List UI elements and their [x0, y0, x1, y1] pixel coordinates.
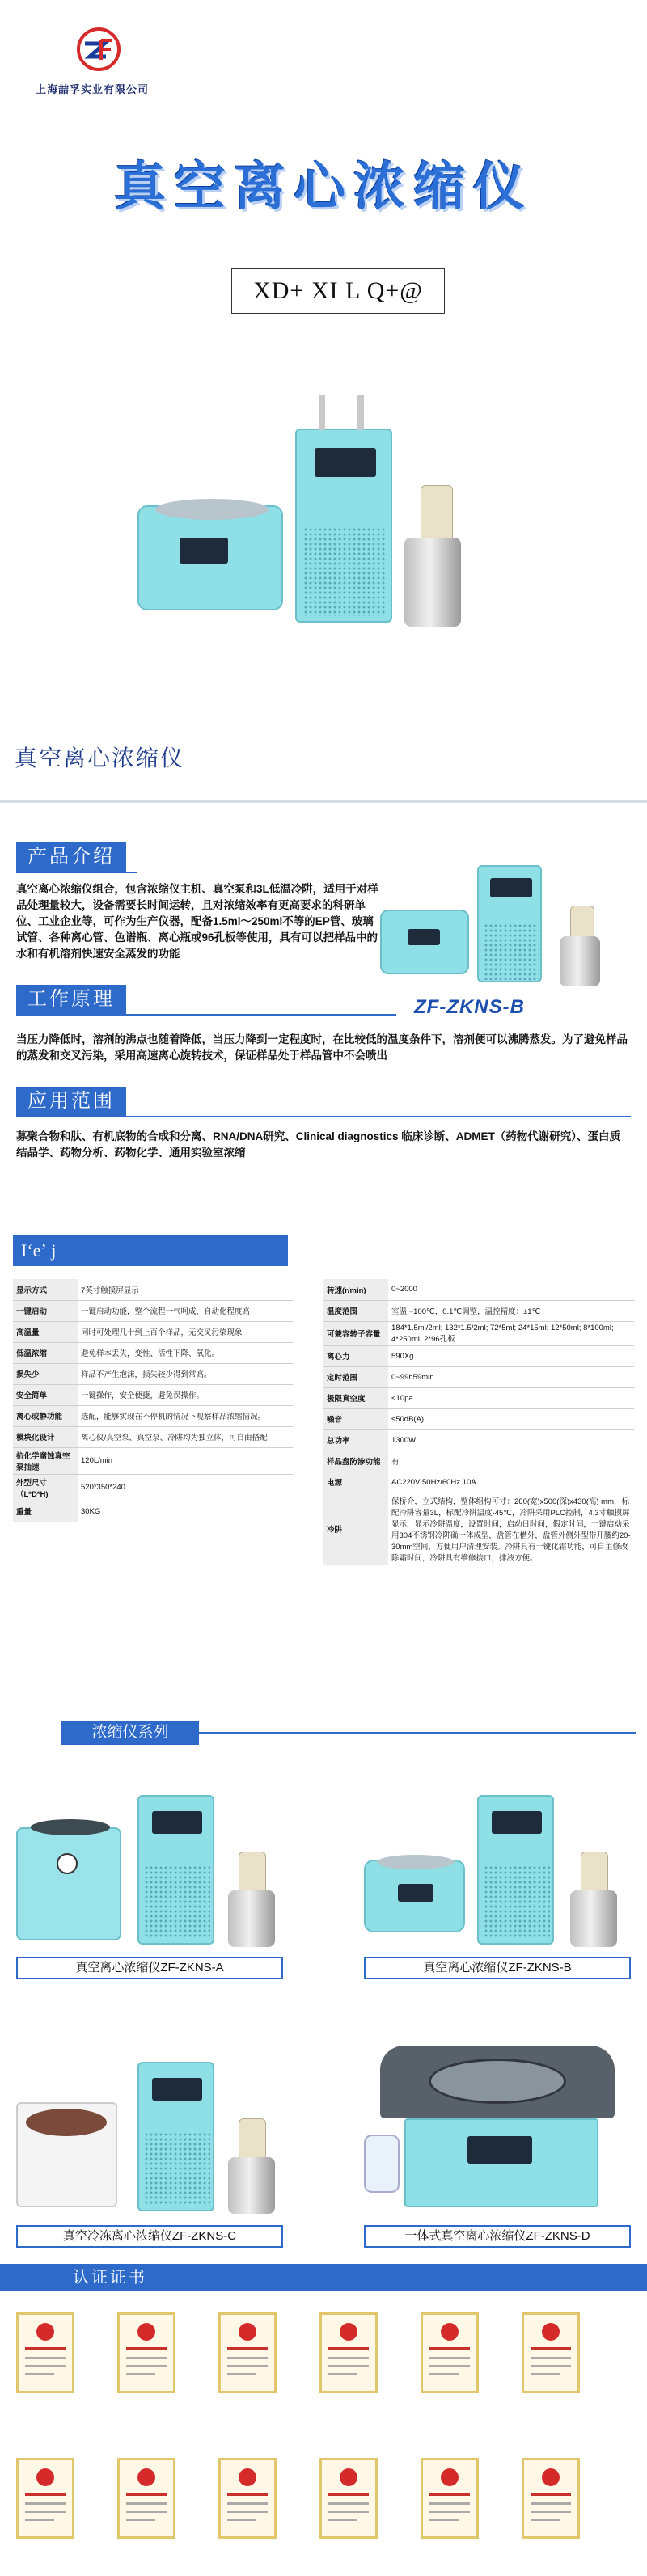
caption-series-a: 真空离心浓缩仪ZF-ZKNS-A: [16, 1957, 283, 1979]
param-value: 同时可处理几十到上百个样品，无交叉污染现象: [78, 1321, 293, 1342]
param-row: [324, 1366, 634, 1387]
param-key: 离心力: [324, 1345, 388, 1366]
param-row: [13, 1342, 293, 1363]
param-key: 外型尺寸（L*D*H): [13, 1474, 78, 1501]
param-row: [13, 1447, 293, 1474]
caption-series-d: 一体式真空离心浓缩仪ZF-ZKNS-D: [364, 2225, 631, 2248]
caption-series-c: 真空冷冻离心浓缩仪ZF-ZKNS-C: [16, 2225, 283, 2248]
certificate-image: [421, 2312, 479, 2393]
param-value: 520*350*240: [78, 1474, 293, 1501]
param-value: 避免样本丢失，变性、活性下降、氧化。: [78, 1342, 293, 1363]
param-key: 一键启动: [13, 1300, 78, 1321]
cold-trap-unit: [295, 429, 392, 623]
application-heading: 应用范围: [16, 1087, 126, 1116]
hero-product-image: [137, 372, 526, 639]
param-key: 离心或静功能: [13, 1405, 78, 1426]
params-table-right: [324, 1279, 634, 1565]
vacuum-pump: [404, 538, 461, 627]
param-key: 低温浓缩: [13, 1342, 78, 1363]
series-heading: 浓缩仪系列: [61, 1721, 199, 1745]
param-key: 高温量: [13, 1321, 78, 1342]
param-row: [324, 1321, 634, 1345]
model-label: ZF-ZKNS-B: [414, 996, 525, 1018]
param-row: [324, 1279, 634, 1300]
param-value: 1300W: [388, 1429, 634, 1451]
centrifuge-unit: [137, 505, 283, 610]
param-value: ≤50dB(A): [388, 1408, 634, 1429]
param-value: 120L/min: [78, 1447, 293, 1474]
param-key: 损失少: [13, 1363, 78, 1384]
param-row: [324, 1408, 634, 1429]
certificate-image: [522, 2458, 580, 2539]
param-row: [13, 1405, 293, 1426]
param-key: 重量: [13, 1501, 78, 1522]
param-value: 一键操作，安全便捷，避免误操作。: [78, 1384, 293, 1405]
param-value: 保桥介，立式结构，整体组构可寸：260(宽)x500(深)x430(高) mm，标配冷阱容量3L，标配冷阱温度-45℃，冷阱采用PLC控制，4.3寸触摸屏显示，显示冷阱温度，设置时间，启动日时间，假定时间，一键启动采用304不锈钢冷阱确一体成型，盘管在槽外，盘管外侧外型带开腰约20-30mm空间，方便用户清理安装。冷阱具有一键化霜功能，可自主修改除霜时间，冷阱具有维修接口，排液方便。: [388, 1493, 634, 1565]
param-key: 电源: [324, 1472, 388, 1493]
principle-heading: 工作原理: [16, 985, 126, 1014]
param-key: 噪音: [324, 1408, 388, 1429]
application-text: 募聚合物和肽、有机底物的合成和分离、RNA/DNA研究、Clinical diagnostics 临床诊断、ADMET（药物代谢研究）、蛋白质结晶学、药物分析、药物化学、通用实验室浓缩: [16, 1130, 621, 1159]
principle-text: 当压力降低时，溶剂的沸点也随着降低，当压力降到一定程度时，在比较低的温度条件下，溶剂便可以沸腾蒸发。为了避免样品的蒸发和交叉污染，采用高速离心旋转技术，保证样品处于样品管中不会喷出: [16, 1033, 628, 1062]
param-key: 安全简单: [13, 1384, 78, 1405]
certificate-image: [319, 2458, 378, 2539]
param-key: 可兼容转子容量: [324, 1321, 388, 1345]
param-value: 室温 ~100℃，0.1℃调整，温控精度：±1℃: [388, 1300, 634, 1321]
param-value: 0~99h59min: [388, 1366, 634, 1387]
param-value: 7英寸触摸屏显示: [78, 1279, 293, 1300]
certificate-image: [117, 2312, 175, 2393]
company-logo: [77, 27, 121, 71]
param-key: 总功率: [324, 1429, 388, 1451]
param-value: <10pa: [388, 1387, 634, 1408]
param-value: 一键启动功能，整个流程一气呵成，自动化程度高: [78, 1300, 293, 1321]
param-row: [13, 1321, 293, 1342]
pump-filter: [421, 485, 453, 542]
param-row: [324, 1429, 634, 1451]
param-value: 选配，能够实现在不停机的情况下观察样品浓缩情况。: [78, 1405, 293, 1426]
section-title: 真空离心浓缩仪: [15, 745, 185, 771]
params-heading: Iʻeʼ j: [13, 1235, 288, 1266]
param-key: 转速(r/min): [324, 1279, 388, 1300]
hero-subtitle: XD+ XI L Q+@: [231, 268, 445, 314]
param-row: [324, 1387, 634, 1408]
param-value: 离心仪/真空泵、真空泵、冷阱均为独立体，可自由搭配: [78, 1426, 293, 1447]
param-row: [324, 1300, 634, 1321]
intro-heading: 产品介绍: [16, 842, 126, 872]
certificate-image: [319, 2312, 378, 2393]
param-key: 模块化设计: [13, 1426, 78, 1447]
param-key: 样品盘防渗功能: [324, 1451, 388, 1472]
param-row: [13, 1279, 293, 1300]
intro-text: 真空离心浓缩仪组合，包含浓缩仪主机、真空泵和3L低温冷阱，适用于对样品处理量较大，设备需要长时间运转，且对浓缩效率有更高要求的科研单位、工业企业等，可作为生产仪器，配备1.5ml～250ml不等的EP管、玻璃试管、各种离心管、色谱瓶、离心瓶或96孔板等使用，具有可以把样品中的水和有机溶剂快速安全蒸发的功能: [16, 883, 378, 960]
divider: [0, 800, 647, 803]
param-row: [13, 1474, 293, 1501]
param-row: [13, 1300, 293, 1321]
params-table-left: [13, 1279, 293, 1522]
param-row: [13, 1363, 293, 1384]
param-value: 0~2000: [388, 1279, 634, 1300]
hero-title: 真空离心浓缩仪: [114, 158, 533, 217]
caption-series-b: 真空离心浓缩仪ZF-ZKNS-B: [364, 1957, 631, 1979]
param-key: 显示方式: [13, 1279, 78, 1300]
certificate-image: [117, 2458, 175, 2539]
param-value: 有: [388, 1451, 634, 1472]
param-row: [13, 1501, 293, 1522]
param-row: [324, 1345, 634, 1366]
param-key: 极限真空度: [324, 1387, 388, 1408]
certificate-image: [218, 2312, 277, 2393]
series-d-image: [364, 2038, 631, 2215]
param-value: 590Xg: [388, 1345, 634, 1366]
param-row: [324, 1472, 634, 1493]
company-name: 上海喆孚实业有限公司: [36, 83, 150, 95]
series-a-image: [16, 1771, 283, 1949]
param-value: 30KG: [78, 1501, 293, 1522]
param-key: 定时范围: [324, 1366, 388, 1387]
certificate-image: [16, 2312, 74, 2393]
param-row: [13, 1426, 293, 1447]
param-row: [324, 1493, 634, 1565]
param-value: 184*1.5ml/2ml; 132*1.5/2ml; 72*5ml; 24*15ml; 12*50ml; 8*100ml; 4*250ml, 2*96孔板: [388, 1321, 634, 1345]
param-row: [13, 1384, 293, 1405]
series-b-image: [364, 1771, 631, 1949]
cert-heading: 认证证书: [73, 2269, 147, 2287]
series-c-image: [16, 2038, 283, 2215]
intro-product-image: [380, 841, 639, 986]
param-value: AC220V 50Hz/60Hz 10A: [388, 1472, 634, 1493]
certificate-image: [16, 2458, 74, 2539]
param-value: 样品不产生泡沫，损失较少得到常高。: [78, 1363, 293, 1384]
param-key: 抗化学腐蚀真空泵抽速: [13, 1447, 78, 1474]
param-row: [324, 1451, 634, 1472]
certificate-image: [522, 2312, 580, 2393]
param-key: 冷阱: [324, 1493, 388, 1565]
certificate-image: [421, 2458, 479, 2539]
param-key: 温度范围: [324, 1300, 388, 1321]
certificate-image: [218, 2458, 277, 2539]
